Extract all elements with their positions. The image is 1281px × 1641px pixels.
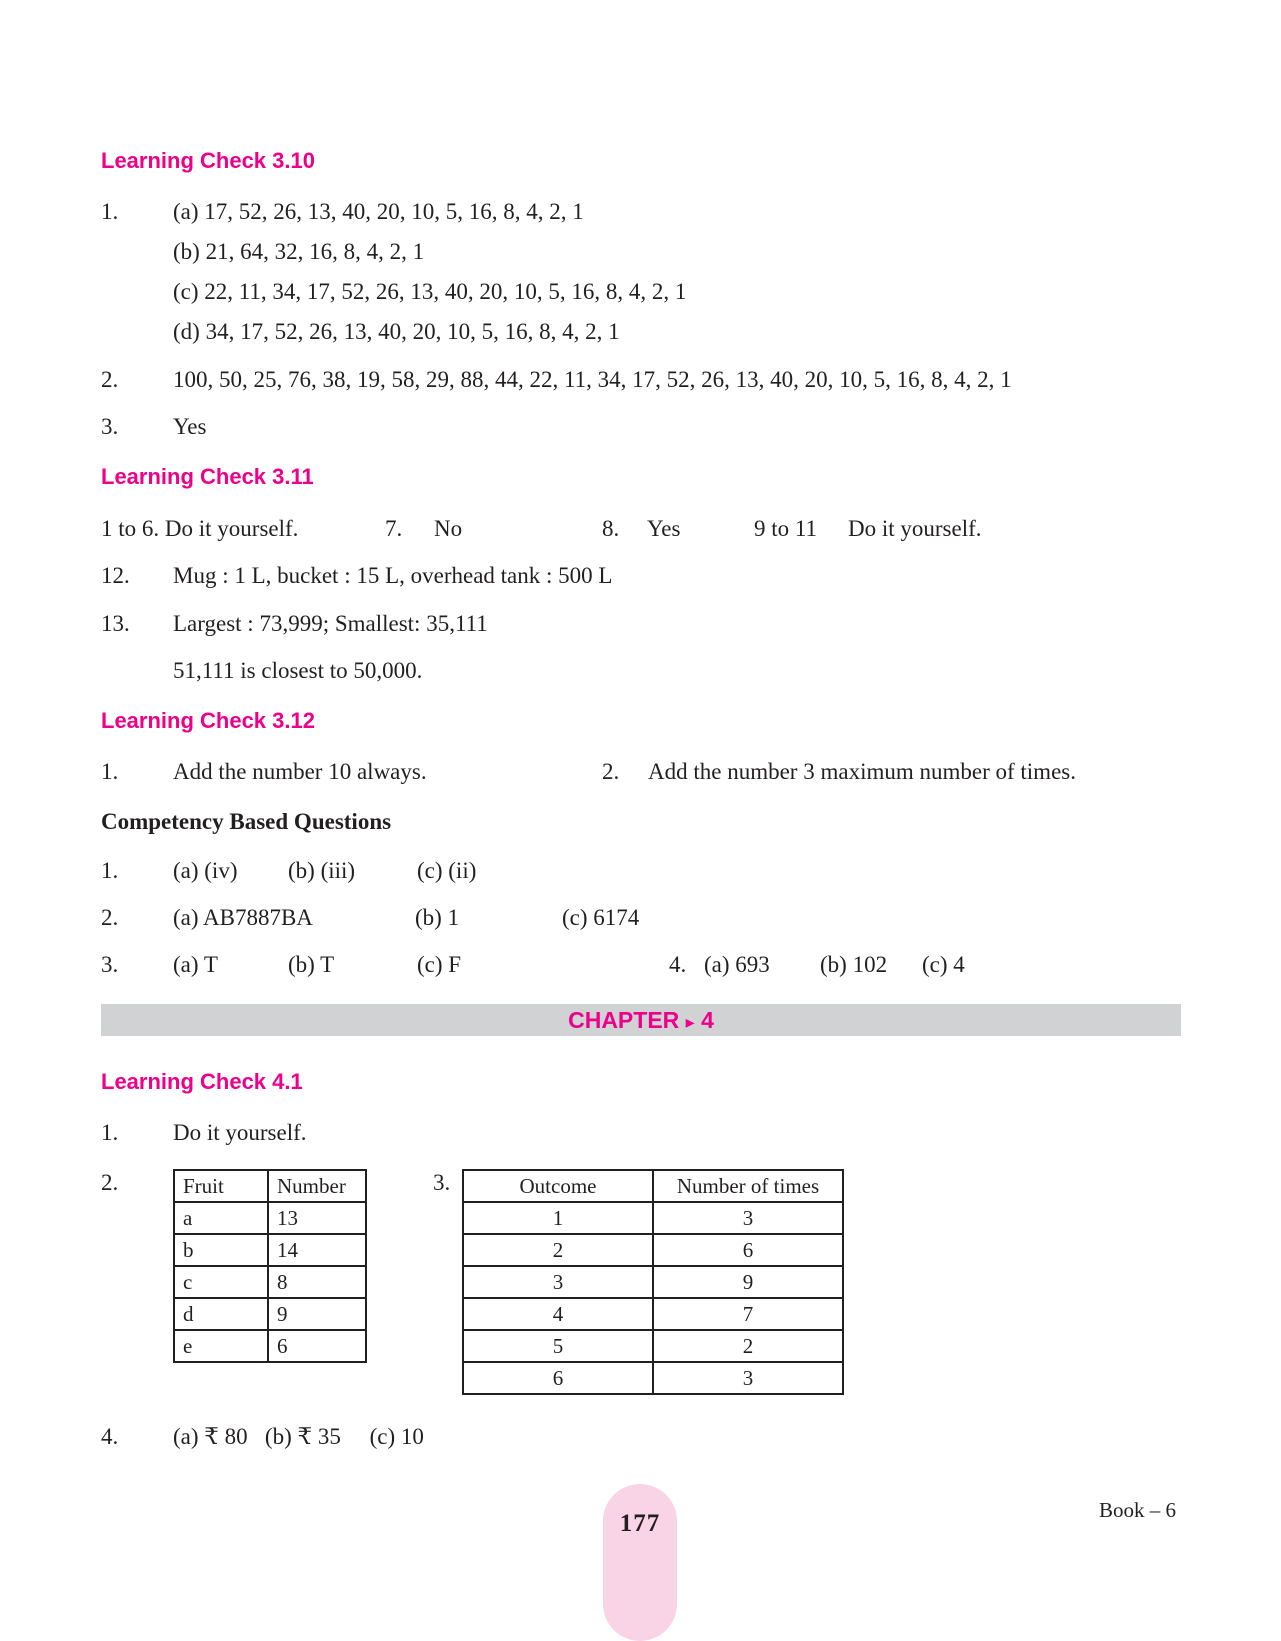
table-cell: 3: [653, 1362, 843, 1394]
answer-text: (a) ₹ 80 (b) ₹ 35 (c) 10: [173, 1424, 424, 1449]
answer-text: (a) 17, 52, 26, 13, 40, 20, 10, 5, 16, 8, 4, 2, 1: [173, 199, 584, 224]
q-number: 4.: [101, 1424, 119, 1449]
answer-text: 51,111 is closest to 50,000.: [173, 658, 423, 683]
table-cell: 9: [653, 1266, 843, 1298]
table-cell: 2: [463, 1234, 653, 1266]
q-number: 1.: [101, 759, 119, 784]
table-cell: 13: [268, 1202, 366, 1234]
table-header-cell: Number of times: [653, 1170, 843, 1202]
table-row: [463, 1202, 843, 1234]
section-title-lc-3-10: Learning Check 3.10: [101, 148, 315, 173]
q-number: 12.: [101, 563, 130, 588]
book-label: Book – 6: [1099, 1498, 1177, 1522]
table-row: [174, 1330, 366, 1362]
table-cell: 8: [268, 1266, 366, 1298]
page-number: 177: [619, 1510, 661, 1537]
q-number: 2.: [602, 759, 620, 784]
table-header-cell: Outcome: [463, 1170, 653, 1202]
q-number: 2.: [101, 905, 119, 930]
answer-text: (a) 693: [704, 952, 770, 977]
table-cell: 6: [653, 1234, 843, 1266]
chapter-number: 4: [701, 1007, 714, 1033]
answer-text: (c) F: [417, 952, 462, 977]
table-cell: d: [174, 1298, 268, 1330]
q-number: 2.: [101, 1170, 119, 1195]
table-row: [174, 1202, 366, 1234]
table-row: [463, 1330, 843, 1362]
q-number: 8.: [602, 516, 620, 541]
q-number: 2.: [101, 367, 119, 392]
q-number: 3.: [433, 1170, 451, 1195]
answer-text: No: [434, 516, 463, 541]
answer-text: Largest : 73,999; Smallest: 35,111: [173, 611, 488, 636]
table-header-row: [463, 1170, 843, 1202]
answer-text: Yes: [173, 414, 207, 439]
answer-text: (b) 102: [820, 952, 888, 977]
answer-text: Do it yourself.: [173, 1120, 307, 1145]
table-row: [174, 1266, 366, 1298]
answer-text: (b) 21, 64, 32, 16, 8, 4, 2, 1: [173, 239, 425, 264]
answer-text: (c) 22, 11, 34, 17, 52, 26, 13, 40, 20, 10, 5, 16, 8, 4, 2, 1: [173, 279, 687, 304]
table-cell: 6: [463, 1362, 653, 1394]
outcome-table: [462, 1169, 844, 1395]
q-number: 1.: [101, 1120, 119, 1145]
answer-text: (c) 4: [922, 952, 965, 977]
table-cell: 9: [268, 1298, 366, 1330]
table-row: [174, 1298, 366, 1330]
q-number: 1.: [101, 199, 119, 224]
answer-text: 100, 50, 25, 76, 38, 19, 58, 29, 88, 44, 22, 11, 34, 17, 52, 26, 13, 40, 20, 10, 5, 16, 8, 4, 2, 1: [173, 367, 1012, 392]
table-cell: e: [174, 1330, 268, 1362]
table-header-cell: Number: [268, 1170, 366, 1202]
table-row: [463, 1362, 843, 1394]
table-cell: c: [174, 1266, 268, 1298]
table-cell: 6: [268, 1330, 366, 1362]
q-number: 13.: [101, 611, 130, 636]
table-row: [174, 1234, 366, 1266]
answer-text: (b) 1: [415, 905, 460, 930]
table-cell: 3: [463, 1266, 653, 1298]
q-number: 3.: [101, 952, 119, 977]
table-cell: 5: [463, 1330, 653, 1362]
q-number: 3.: [101, 414, 119, 439]
table-row: [463, 1298, 843, 1330]
section-title-lc-3-12: Learning Check 3.12: [101, 708, 315, 733]
answer-text: (d) 34, 17, 52, 26, 13, 40, 20, 10, 5, 16, 8, 4, 2, 1: [173, 319, 620, 344]
answer-text: 1 to 6. Do it yourself.: [101, 516, 299, 541]
answer-text: Do it yourself.: [848, 516, 982, 541]
answer-text: (a) AB7887BA: [173, 905, 313, 930]
table-row: [463, 1266, 843, 1298]
chapter-label: CHAPTER: [568, 1007, 680, 1033]
answer-text: (a) (iv): [173, 858, 238, 883]
table-cell: b: [174, 1234, 268, 1266]
section-title-competency: Competency Based Questions: [101, 809, 392, 834]
section-title-lc-3-11: Learning Check 3.11: [101, 464, 314, 489]
table-cell: 1: [463, 1202, 653, 1234]
fruit-table: [173, 1169, 367, 1363]
answer-text: (c) (ii): [417, 858, 477, 883]
page-number-tab: [603, 1484, 677, 1641]
table-cell: 2: [653, 1330, 843, 1362]
answer-text: Add the number 10 always.: [173, 759, 427, 784]
table-header-row: [174, 1170, 366, 1202]
answer-text: (a) T: [173, 952, 218, 977]
chapter-arrow-icon: ▸: [685, 1012, 695, 1032]
q-number: 1.: [101, 858, 119, 883]
section-title-lc-4-1: Learning Check 4.1: [101, 1069, 303, 1094]
answer-text: (b) T: [288, 952, 335, 977]
q-number: 7.: [385, 516, 403, 541]
table-cell: 4: [463, 1298, 653, 1330]
answer-text: (b) (iii): [288, 858, 356, 883]
chapter-banner: [101, 1004, 1181, 1036]
answer-text: Mug : 1 L, bucket : 15 L, overhead tank : 500 L: [173, 563, 613, 588]
table-cell: 3: [653, 1202, 843, 1234]
table-cell: a: [174, 1202, 268, 1234]
table-row: [463, 1234, 843, 1266]
table-header-cell: Fruit: [174, 1170, 268, 1202]
answer-text: Add the number 3 maximum number of times.: [648, 759, 1076, 784]
q-number: 4.: [669, 952, 687, 977]
answer-text: (c) 6174: [562, 905, 640, 930]
q-number: 9 to 11: [754, 516, 818, 541]
answer-text: Yes: [647, 516, 681, 541]
chapter-heading: [101, 1006, 1181, 1036]
table-cell: 14: [268, 1234, 366, 1266]
table-cell: 7: [653, 1298, 843, 1330]
